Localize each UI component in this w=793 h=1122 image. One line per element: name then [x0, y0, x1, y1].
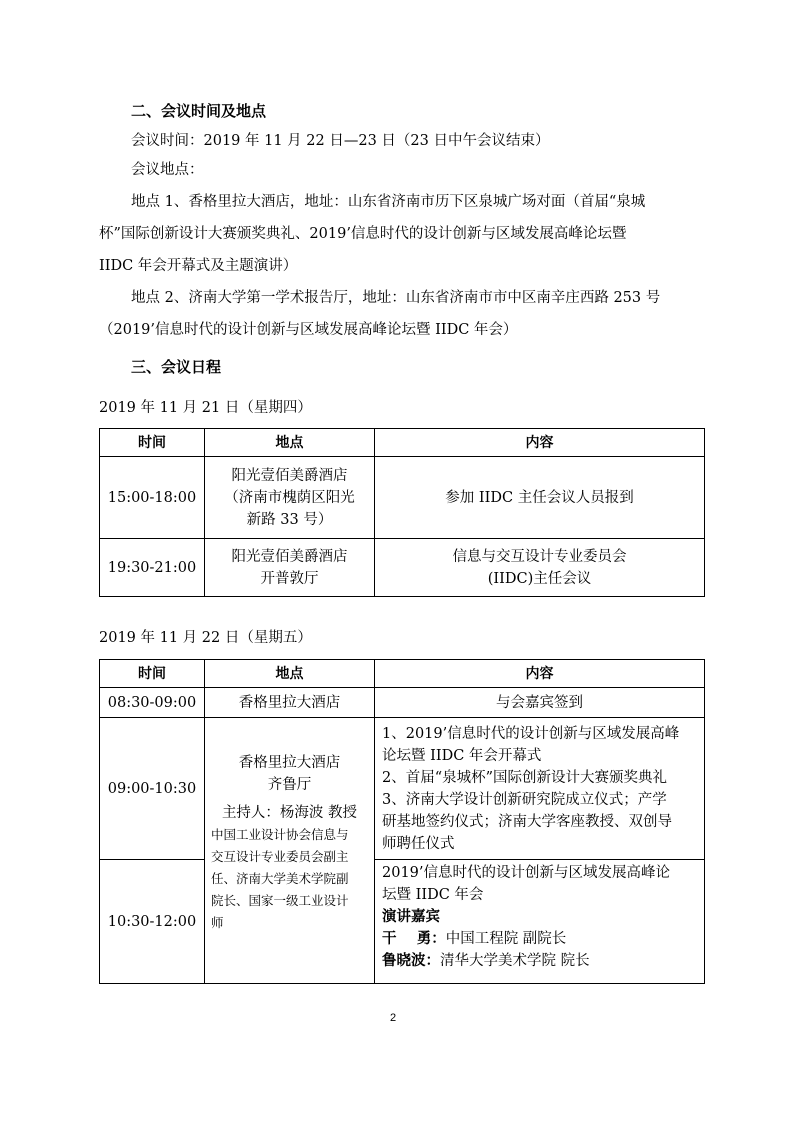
content-line: (IIDC)主任会议 [487, 570, 592, 587]
speakers-label: 演讲嘉宾 [382, 909, 440, 925]
content-line: 3、济南大学设计创新研究院成立仪式；产学 [382, 791, 667, 808]
row-time: 10:30-12:00 [100, 860, 205, 984]
header-time: 时间 [100, 660, 205, 688]
day1-schedule-table [99, 428, 705, 597]
content-line: 1、2019’信息时代的设计创新与区域发展高峰 [382, 725, 680, 742]
row-place: 香格里拉大酒店 [205, 688, 375, 718]
content-line: 信息与交互设计专业委员会 [452, 548, 627, 565]
speaker-line [382, 928, 704, 950]
row-content [375, 718, 705, 860]
speaker-name: 鲁晓波： [382, 953, 440, 969]
content-line: 论坛暨 IIDC 年会开幕式 [382, 747, 542, 764]
place1-line2: 杯”国际创新设计大赛颁奖典礼、2019’信息时代的设计创新与区域发展高峰论坛暨 [99, 226, 627, 242]
header-content: 内容 [375, 660, 705, 688]
host-line: 主持人：杨海波 教授 [221, 805, 358, 821]
speaker-title: 中国工程院 副院长 [445, 931, 567, 947]
place-line: 阳光壹佰美爵酒店 [231, 548, 348, 565]
table-header-row [100, 429, 705, 457]
row-content [375, 457, 705, 539]
place2-line2: （2019’信息时代的设计创新与区域发展高峰论坛暨 IIDC 年会） [99, 322, 518, 338]
header-content: 内容 [375, 429, 705, 457]
speaker-title: 清华大学美术学院 院长 [440, 953, 590, 969]
day2-date: 2019 年 11 月 22 日（星期五） [99, 630, 312, 646]
row-place [205, 457, 375, 539]
place1-line1: 地点 1、香格里拉大酒店，地址：山东省济南市历下区泉城广场对面（首届“泉城 [131, 194, 646, 210]
place-line: （济南市槐荫区阳光 [224, 489, 355, 506]
merged-place-cell [205, 718, 375, 984]
day1-date: 2019 年 11 月 21 日（星期四） [99, 400, 312, 416]
row-time: 08:30-09:00 [100, 688, 205, 718]
place-line: 阳光壹佰美爵酒店 [231, 467, 348, 484]
content-line: 2、首届“泉城杯”国际创新设计大赛颁奖典礼 [382, 769, 668, 786]
section-heading-venue: 二、会议时间及地点 [131, 102, 267, 120]
host-desc-line: 交互设计专业委员会副主 [211, 849, 349, 864]
row-content [375, 860, 705, 984]
venue-name: 香格里拉大酒店 [238, 755, 341, 771]
place-line: 开普敦厅 [260, 570, 319, 587]
row-content [375, 539, 705, 597]
hall-name: 齐鲁厅 [267, 777, 312, 793]
meeting-place-label: 会议地点： [131, 162, 204, 178]
content-line: 参加 IIDC 主任会议人员报到 [445, 489, 634, 506]
table-row [100, 688, 705, 718]
row-time: 09:00-10:30 [100, 718, 205, 860]
host-desc-line: 任、济南大学美术学院副 [211, 871, 349, 886]
content-line: 坛暨 IIDC 年会 [382, 887, 484, 903]
header-place: 地点 [205, 660, 375, 688]
content-line: 2019’信息时代的设计创新与区域发展高峰论 [382, 865, 671, 881]
place2-line1: 地点 2、济南大学第一学术报告厅，地址：山东省济南市市中区南辛庄西路 253 号 [131, 290, 661, 306]
table-row [100, 457, 705, 539]
page-number: 2 [390, 1012, 397, 1024]
speaker-line [382, 950, 704, 972]
table-row [100, 860, 705, 984]
host-desc-line: 师 [211, 915, 224, 930]
header-time: 时间 [100, 429, 205, 457]
header-place: 地点 [205, 429, 375, 457]
host-desc-line: 院长、国家一级工业设计 [211, 893, 349, 908]
section-heading-schedule: 三、会议日程 [131, 358, 222, 376]
row-time: 19:30-21:00 [100, 539, 205, 597]
place1-line3: IIDC 年会开幕式及主题演讲） [99, 258, 298, 274]
host-desc-line: 中国工业设计协会信息与 [211, 827, 349, 842]
table-header-row [100, 660, 705, 688]
place-line: 新路 33 号） [246, 511, 333, 528]
content-line: 研基地签约仪式；济南大学客座教授、双创导 [382, 813, 672, 830]
content-line: 师聘任仪式 [382, 835, 455, 852]
speaker-name: 干 勇： [382, 931, 446, 947]
table-row [100, 718, 705, 860]
row-content: 与会嘉宾签到 [375, 688, 705, 718]
table-row [100, 539, 705, 597]
day2-schedule-table [99, 659, 705, 984]
meeting-time: 会议时间：2019 年 11 月 22 日—23 日（23 日中午会议结束） [131, 133, 550, 149]
row-time: 15:00-18:00 [100, 457, 205, 539]
row-place [205, 539, 375, 597]
